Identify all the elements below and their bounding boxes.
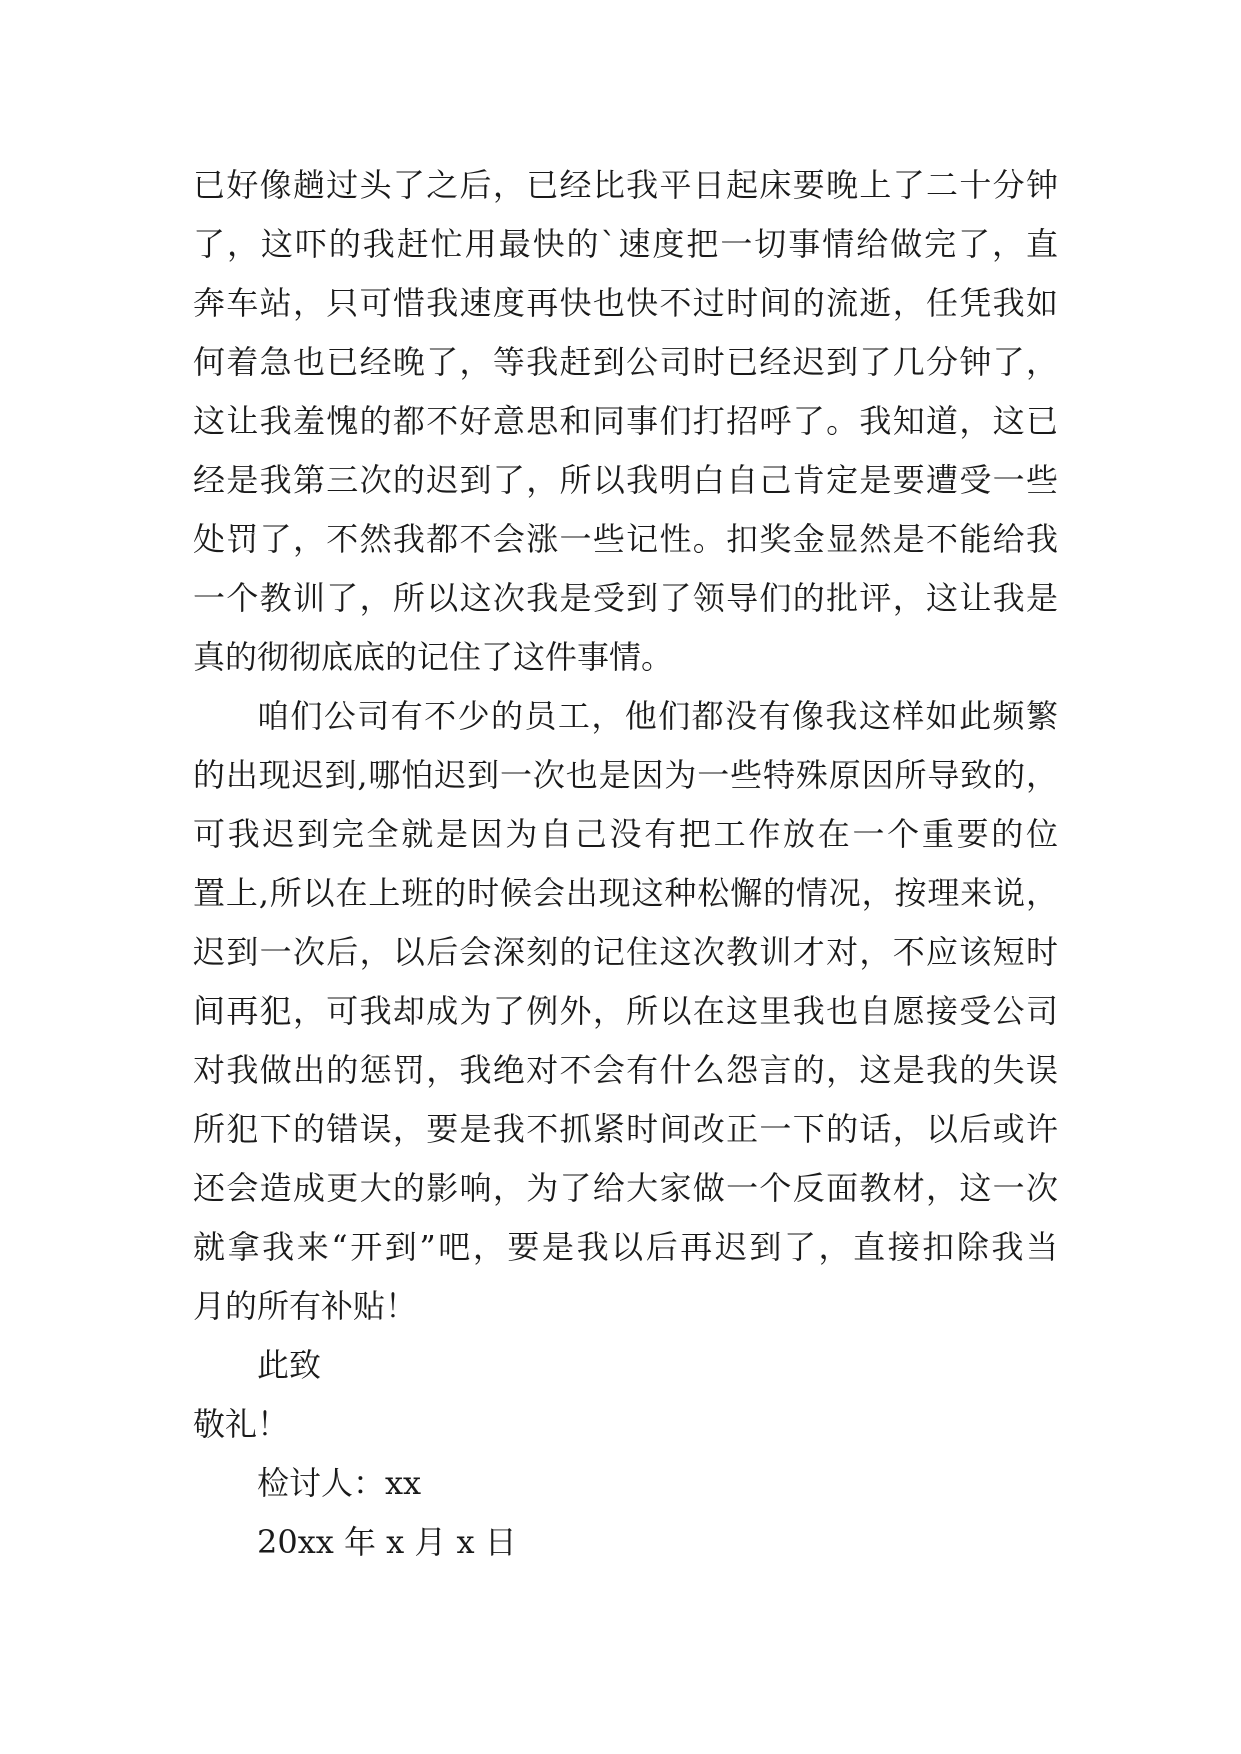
text-line: 已好像趟过头了之后，已经比我平日起床要晚上了二十分钟	[193, 166, 1058, 204]
text-line: 就拿我来“开到”吧，要是我以后再迟到了，直接扣除我当	[193, 1228, 1058, 1266]
date-text: 20xx 年 x 月 x 日	[257, 1523, 517, 1561]
document-body	[193, 156, 1058, 1572]
text-line: 咱们公司有不少的员工，他们都没有像我这样如此频繁	[257, 697, 1058, 735]
salute-text: 敬礼！	[193, 1405, 290, 1443]
text-line: 处罚了，不然我都不会涨一些记性。扣奖金显然是不能给我	[193, 520, 1058, 558]
text-line: 真的彻彻底底的记住了这件事情。	[193, 638, 674, 676]
closing-text: 此致	[257, 1346, 322, 1384]
text-line: 的出现迟到,哪怕迟到一次也是因为一些特殊原因所导致的，	[193, 756, 1058, 794]
text-line: 经是我第三次的迟到了，所以我明白自己肯定是要遭受一些	[193, 461, 1058, 499]
text-line: 对我做出的惩罚，我绝对不会有什么怨言的，这是我的失误	[193, 1051, 1058, 1089]
text-line: 迟到一次后，以后会深刻的记住这次教训才对，不应该短时	[193, 933, 1058, 971]
text-line: 所犯下的错误，要是我不抓紧时间改正一下的话，以后或许	[193, 1110, 1058, 1148]
signature-text: 检讨人：xx	[257, 1464, 422, 1502]
text-line: 还会造成更大的影响，为了给大家做一个反面教材，这一次	[193, 1169, 1058, 1207]
text-line: 置上,所以在上班的时候会出现这种松懈的情况，按理来说，	[193, 874, 1058, 912]
text-line: 月的所有补贴！	[193, 1287, 418, 1325]
text-line: 间再犯，可我却成为了例外，所以在这里我也自愿接受公司	[193, 992, 1058, 1030]
text-line: 奔车站，只可惜我速度再快也快不过时间的流逝，任凭我如	[193, 284, 1058, 322]
text-line: 这让我羞愧的都不好意思和同事们打招呼了。我知道，这已	[193, 402, 1058, 440]
text-line: 一个教训了，所以这次我是受到了领导们的批评，这让我是	[193, 579, 1058, 617]
text-line: 何着急也已经晚了，等我赶到公司时已经迟到了几分钟了，	[193, 343, 1058, 381]
text-line: 了，这吓的我赶忙用最快的`速度把一切事情给做完了，直	[193, 225, 1058, 263]
text-line: 可我迟到完全就是因为自己没有把工作放在一个重要的位	[193, 815, 1058, 853]
